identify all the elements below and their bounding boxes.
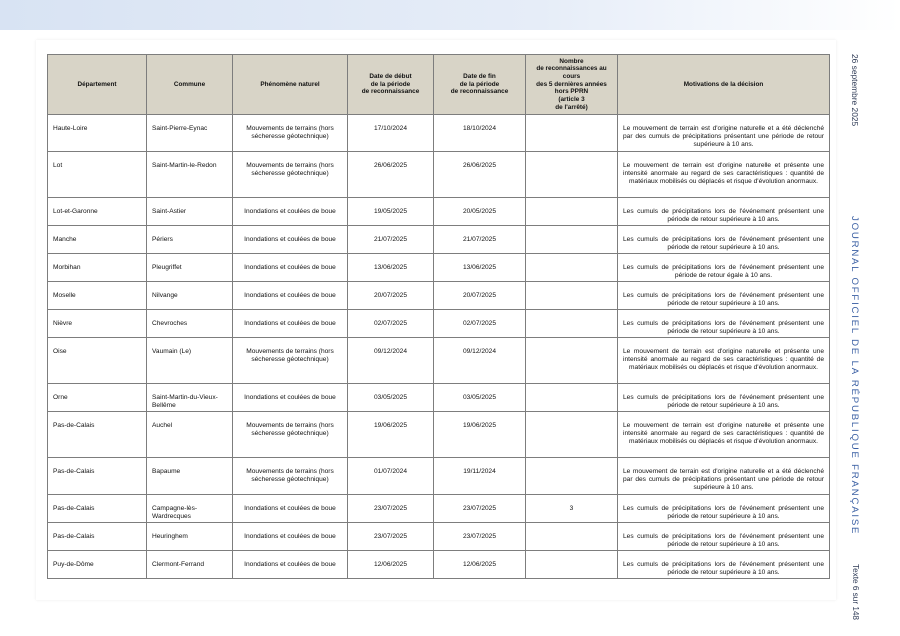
motivation-cell: Le mouvement de terrain est d'origine naturelle et a été déclenché par des cumuls de précipitations présentant une période de retour supérieure à 10 ans. [618, 115, 830, 152]
departement-cell: Pas-de-Calais [48, 523, 147, 551]
date-debut-cell: 02/07/2025 [348, 310, 434, 338]
phenomene-cell: Inondations et coulées de boue [233, 254, 348, 282]
commune-cell: Saint-Astier [147, 198, 233, 226]
header-line: de reconnaissance [450, 88, 509, 96]
nombre-cell [526, 198, 618, 226]
nombre-cell [526, 338, 618, 384]
motivation-cell: Les cumuls de précipitations lors de l'événement présentent une période de retour supérieure à 10 ans. [618, 310, 830, 338]
phenomene-cell: Inondations et coulées de boue [233, 226, 348, 254]
motivation-cell: Les cumuls de précipitations lors de l'événement présentent une période de retour supérieure à 10 ans. [618, 523, 830, 551]
header-line: Motivations de la décision [683, 80, 764, 88]
date-debut-cell: 19/06/2025 [348, 412, 434, 458]
header-line: de reconnaissance [361, 88, 420, 96]
date-fin-cell: 19/06/2025 [434, 412, 526, 458]
header-line: de reconnaissances au [536, 65, 607, 73]
phenomene-cell: Mouvements de terrains (hors sécheresse géotechnique) [233, 152, 348, 198]
motivation-cell: Les cumuls de précipitations lors de l'événement présentent une période de retour supérieure à 10 ans. [618, 384, 830, 412]
departement-cell: Pas-de-Calais [48, 495, 147, 523]
date-debut-cell: 26/06/2025 [348, 152, 434, 198]
publication-date: 26 septembre 2025 [850, 54, 860, 127]
table-row [48, 152, 830, 198]
nombre-cell [526, 412, 618, 458]
phenomene-cell: Inondations et coulées de boue [233, 198, 348, 226]
departement-cell: Pas-de-Calais [48, 412, 147, 458]
header-line: Commune [173, 80, 206, 88]
departement-cell: Lot-et-Garonne [48, 198, 147, 226]
departement-cell: Orne [48, 384, 147, 412]
date-debut-cell: 17/10/2024 [348, 115, 434, 152]
departement-cell: Moselle [48, 282, 147, 310]
motivation-cell: Le mouvement de terrain est d'origine naturelle et présente une intensité anormale au regard de ses caractéristiques : quantité de matériaux mobilisés ou déplacés et risque d'évolution anormaux. [618, 152, 830, 198]
table-row [48, 226, 830, 254]
header-line: cours [562, 72, 581, 80]
date-debut-cell: 23/07/2025 [348, 523, 434, 551]
phenomene-cell: Inondations et coulées de boue [233, 523, 348, 551]
date-debut-cell: 20/07/2025 [348, 282, 434, 310]
date-fin-cell: 02/07/2025 [434, 310, 526, 338]
phenomene-cell: Mouvements de terrains (hors sécheresse géotechnique) [233, 412, 348, 458]
page-sidebar [844, 48, 866, 620]
date-debut-cell: 21/07/2025 [348, 226, 434, 254]
date-fin-cell: 12/06/2025 [434, 551, 526, 579]
date-fin-cell: 18/10/2024 [434, 115, 526, 152]
phenomene-cell: Inondations et coulées de boue [233, 495, 348, 523]
phenomene-cell: Inondations et coulées de boue [233, 551, 348, 579]
motivation-cell: Le mouvement de terrain est d'origine naturelle et présente une intensité anormale au regard de ses caractéristiques : quantité de matériaux mobilisés ou déplacés et risque d'évolution anormaux. [618, 338, 830, 384]
table-row [48, 495, 830, 523]
date-fin-cell: 21/07/2025 [434, 226, 526, 254]
decisions-table [47, 54, 830, 579]
phenomene-cell: Mouvements de terrains (hors sécheresse géotechnique) [233, 338, 348, 384]
header-line: Date de fin [463, 72, 496, 80]
table-row [48, 338, 830, 384]
header-date-fin [434, 55, 526, 115]
date-fin-cell: 26/06/2025 [434, 152, 526, 198]
motivation-cell: Les cumuls de précipitations lors de l'événement présentent une période de retour supérieure à 10 ans. [618, 198, 830, 226]
motivation-cell: Les cumuls de précipitations lors de l'événement présentent une période de retour supérieure à 10 ans. [618, 495, 830, 523]
table-header-row [48, 55, 830, 115]
table-row [48, 198, 830, 226]
table-row [48, 282, 830, 310]
motivation-cell: Les cumuls de précipitations lors de l'événement présentent une période de retour supérieure à 10 ans. [618, 226, 830, 254]
nombre-cell [526, 551, 618, 579]
departement-cell: Morbihan [48, 254, 147, 282]
date-fin-cell: 09/12/2024 [434, 338, 526, 384]
nombre-cell [526, 523, 618, 551]
phenomene-cell: Mouvements de terrains (hors sécheresse géotechnique) [233, 458, 348, 495]
motivation-cell: Les cumuls de précipitations lors de l'événement présentent une période de retour égale à 10 ans. [618, 254, 830, 282]
header-nombre-reconnaissances [526, 55, 618, 115]
nombre-cell [526, 310, 618, 338]
table-row [48, 523, 830, 551]
table-row [48, 384, 830, 412]
table-row [48, 254, 830, 282]
date-fin-cell: 23/07/2025 [434, 495, 526, 523]
table-row [48, 412, 830, 458]
table-row [48, 115, 830, 152]
nombre-cell [526, 282, 618, 310]
header-line: de la période [459, 80, 500, 88]
nombre-cell [526, 115, 618, 152]
date-fin-cell: 13/06/2025 [434, 254, 526, 282]
header-phenomene [233, 55, 348, 115]
commune-cell: Clermont-Ferrand [147, 551, 233, 579]
commune-cell: Chevroches [147, 310, 233, 338]
date-debut-cell: 03/05/2025 [348, 384, 434, 412]
motivation-cell: Le mouvement de terrain est d'origine naturelle et présente une intensité anormale au regard de ses caractéristiques : quantité de matériaux mobilisés ou déplacés et risque d'évolution anormaux. [618, 412, 830, 458]
date-fin-cell: 19/11/2024 [434, 458, 526, 495]
top-banner [0, 0, 900, 30]
phenomene-cell: Mouvements de terrains (hors sécheresse géotechnique) [233, 115, 348, 152]
commune-cell: Vaumain (Le) [147, 338, 233, 384]
commune-cell: Saint-Martin-du-Vieux-Bellême [147, 384, 233, 412]
commune-cell: Bapaume [147, 458, 233, 495]
commune-cell: Périers [147, 226, 233, 254]
date-debut-cell: 13/06/2025 [348, 254, 434, 282]
phenomene-cell: Inondations et coulées de boue [233, 310, 348, 338]
phenomene-cell: Inondations et coulées de boue [233, 384, 348, 412]
date-fin-cell: 23/07/2025 [434, 523, 526, 551]
commune-cell: Campagne-lès-Wardrecques [147, 495, 233, 523]
nombre-cell: 3 [526, 495, 618, 523]
commune-cell: Heuringhem [147, 523, 233, 551]
text-number: Texte 6 sur 148 [851, 564, 860, 620]
table-row [48, 551, 830, 579]
header-line: des 5 dernières années [536, 80, 607, 88]
departement-cell: Haute-Loire [48, 115, 147, 152]
header-line: Date de début [369, 72, 412, 80]
journal-title: JOURNAL OFFICIEL DE LA RÉPUBLIQUE FRANÇAISE [849, 216, 860, 536]
departement-cell: Manche [48, 226, 147, 254]
phenomene-cell: Inondations et coulées de boue [233, 282, 348, 310]
nombre-cell [526, 226, 618, 254]
commune-cell: Auchel [147, 412, 233, 458]
table-row [48, 310, 830, 338]
commune-cell: Saint-Pierre-Eynac [147, 115, 233, 152]
date-debut-cell: 12/06/2025 [348, 551, 434, 579]
header-line: Département [77, 80, 117, 88]
nombre-cell [526, 458, 618, 495]
date-debut-cell: 01/07/2024 [348, 458, 434, 495]
header-line: Nombre [559, 57, 584, 65]
departement-cell: Pas-de-Calais [48, 458, 147, 495]
departement-cell: Lot [48, 152, 147, 198]
header-line: hors PPRN [554, 88, 589, 96]
table-row [48, 458, 830, 495]
motivation-cell: Les cumuls de précipitations lors de l'événement présentent une période de retour supérieure à 10 ans. [618, 282, 830, 310]
nombre-cell [526, 384, 618, 412]
departement-cell: Nièvre [48, 310, 147, 338]
date-fin-cell: 20/05/2025 [434, 198, 526, 226]
commune-cell: Saint-Martin-le-Redon [147, 152, 233, 198]
header-commune [147, 55, 233, 115]
commune-cell: Pleugriffet [147, 254, 233, 282]
nombre-cell [526, 152, 618, 198]
header-departement [48, 55, 147, 115]
header-line: (article 3 [558, 96, 585, 104]
motivation-cell: Les cumuls de précipitations lors de l'événement présentent une période de retour supérieure à 10 ans. [618, 551, 830, 579]
date-fin-cell: 03/05/2025 [434, 384, 526, 412]
nombre-cell [526, 254, 618, 282]
date-debut-cell: 23/07/2025 [348, 495, 434, 523]
commune-cell: Nilvange [147, 282, 233, 310]
header-line: Phénomène naturel [260, 80, 320, 88]
departement-cell: Oise [48, 338, 147, 384]
header-line: de l'arrêté) [555, 103, 588, 111]
header-motivations [618, 55, 830, 115]
date-debut-cell: 09/12/2024 [348, 338, 434, 384]
header-date-debut [348, 55, 434, 115]
header-line: de la période [370, 80, 411, 88]
date-fin-cell: 20/07/2025 [434, 282, 526, 310]
motivation-cell: Le mouvement de terrain est d'origine naturelle et a été déclenché par des cumuls de précipitations présentant une période de retour supérieure à 10 ans. [618, 458, 830, 495]
departement-cell: Puy-de-Dôme [48, 551, 147, 579]
date-debut-cell: 19/05/2025 [348, 198, 434, 226]
